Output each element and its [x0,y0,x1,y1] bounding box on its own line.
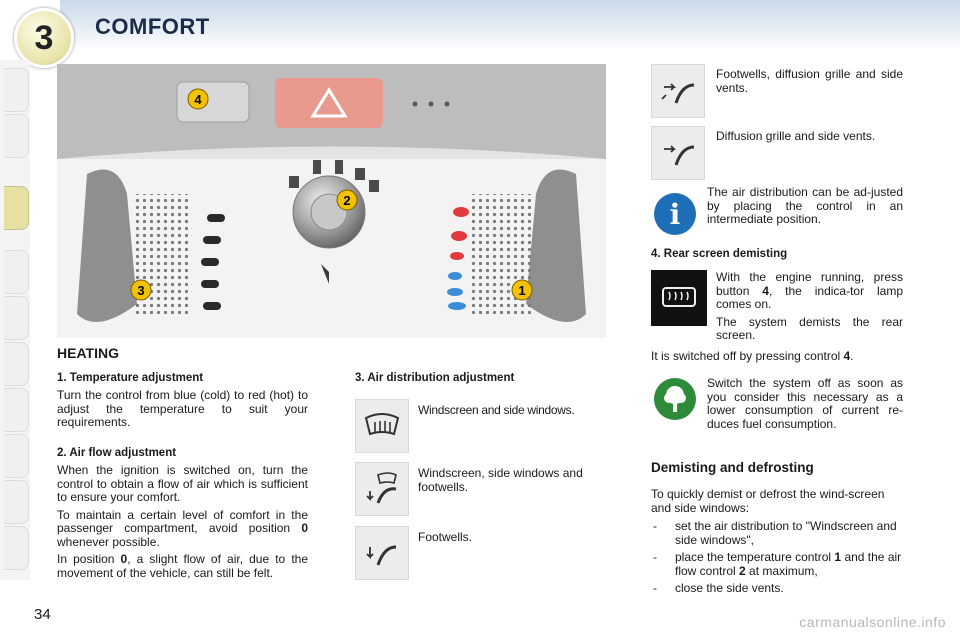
temperature-section [57,372,308,430]
rear-demist-heading: 4. Rear screen demisting [651,248,788,260]
eco-text: Switch the system off as soon as you consider this necessary as a lower consumption of current re-duces fuel consumption. [707,376,903,431]
rear-demist-para-1: With the engine running, press button 4, the indica-tor lamp comes on. [716,270,903,311]
callout-3: 3 [137,283,145,298]
rear-demist-off-text: It is switched off by pressing control 4. [651,349,854,363]
temperature-heading: 1. Temperature adjustment [57,372,204,384]
right-item-1-label: Footwells, diffusion grille and side vents. [716,67,903,95]
page-number: 34 [34,606,51,623]
windscreen-icon [355,399,409,453]
callout-1: 1 [518,283,526,298]
airflow-heading: 2. Air flow adjustment [57,447,177,459]
footwell-vents-icon [651,64,705,118]
chapter-tab-3-active[interactable] [4,186,29,230]
distribution-item-2-label: Windscreen, side windows and footwells. [418,466,583,494]
chapter-badge [14,8,74,68]
chapter-tab-10[interactable] [4,526,29,570]
callout-4: 4 [194,92,202,107]
demist-steps [651,516,906,596]
chapter-tab-9[interactable] [4,480,29,524]
distribution-heading: 3. Air distribution adjustment [355,372,515,384]
heating-title: HEATING [57,345,119,361]
footwell-icon [355,526,409,580]
demist-defrost-heading: Demisting and defrosting [651,460,814,475]
rear-demist-para-2: The system demists the rear screen. [716,314,903,342]
chapter-tab-7[interactable] [4,388,29,432]
chapter-tab-1[interactable] [4,68,29,112]
vents-icon [651,126,705,180]
temperature-body: Turn the control from blue (cold) to red (hot) to adjust the temperature to suit your requirements. [57,388,308,429]
callout-2: 2 [343,193,351,208]
chapter-number: 3 [34,18,54,57]
distribution-item-3-label: Footwells. [418,530,473,544]
rear-demist-button-icon [651,270,707,326]
chapter-tab-6[interactable] [4,342,29,386]
heating-control-panel-photo [57,64,606,338]
chapter-tab-2[interactable] [4,114,29,158]
demist-intro: To quickly demist or defrost the wind-screen and side windows: [651,487,885,515]
right-item-2-label: Diffusion grille and side vents. [716,129,876,143]
chapter-title: COMFORT [95,14,210,39]
info-text: The air distribution can be ad-justed by placing the control in an intermediate position. [707,185,903,226]
demist-step-3: - close the side vents. [653,581,784,595]
airflow-para-1: When the ignition is switched on, turn the control to obtain a flow of air which is sufficient to ensure your comfort. [57,463,308,504]
distribution-item-1-label: Windscreen and side windows. [418,403,575,417]
rear-demist-text [716,271,903,343]
footer-watermark: carmanualsonline.info [799,614,946,630]
windscreen-footwell-icon [355,462,409,516]
airflow-para-3: In position 0, a slight flow of air, due to the movement of the vehicle, can still be felt. [57,552,308,580]
eco-tree-icon [654,378,696,420]
chapter-tab-5[interactable] [4,296,29,340]
chapter-tab-8[interactable] [4,434,29,478]
info-icon: i [654,193,696,235]
demist-step-1: - set the air distribution to "Windscreen and side windows", [653,519,897,547]
chapter-tab-4[interactable] [4,250,29,294]
demist-step-2: - place the temperature control 1 and the air flow control 2 at maximum, [653,550,902,578]
airflow-section [57,447,308,580]
airflow-para-2: To maintain a certain level of comfort in the passenger compartment, avoid position 0 whenever possible. [57,507,308,549]
